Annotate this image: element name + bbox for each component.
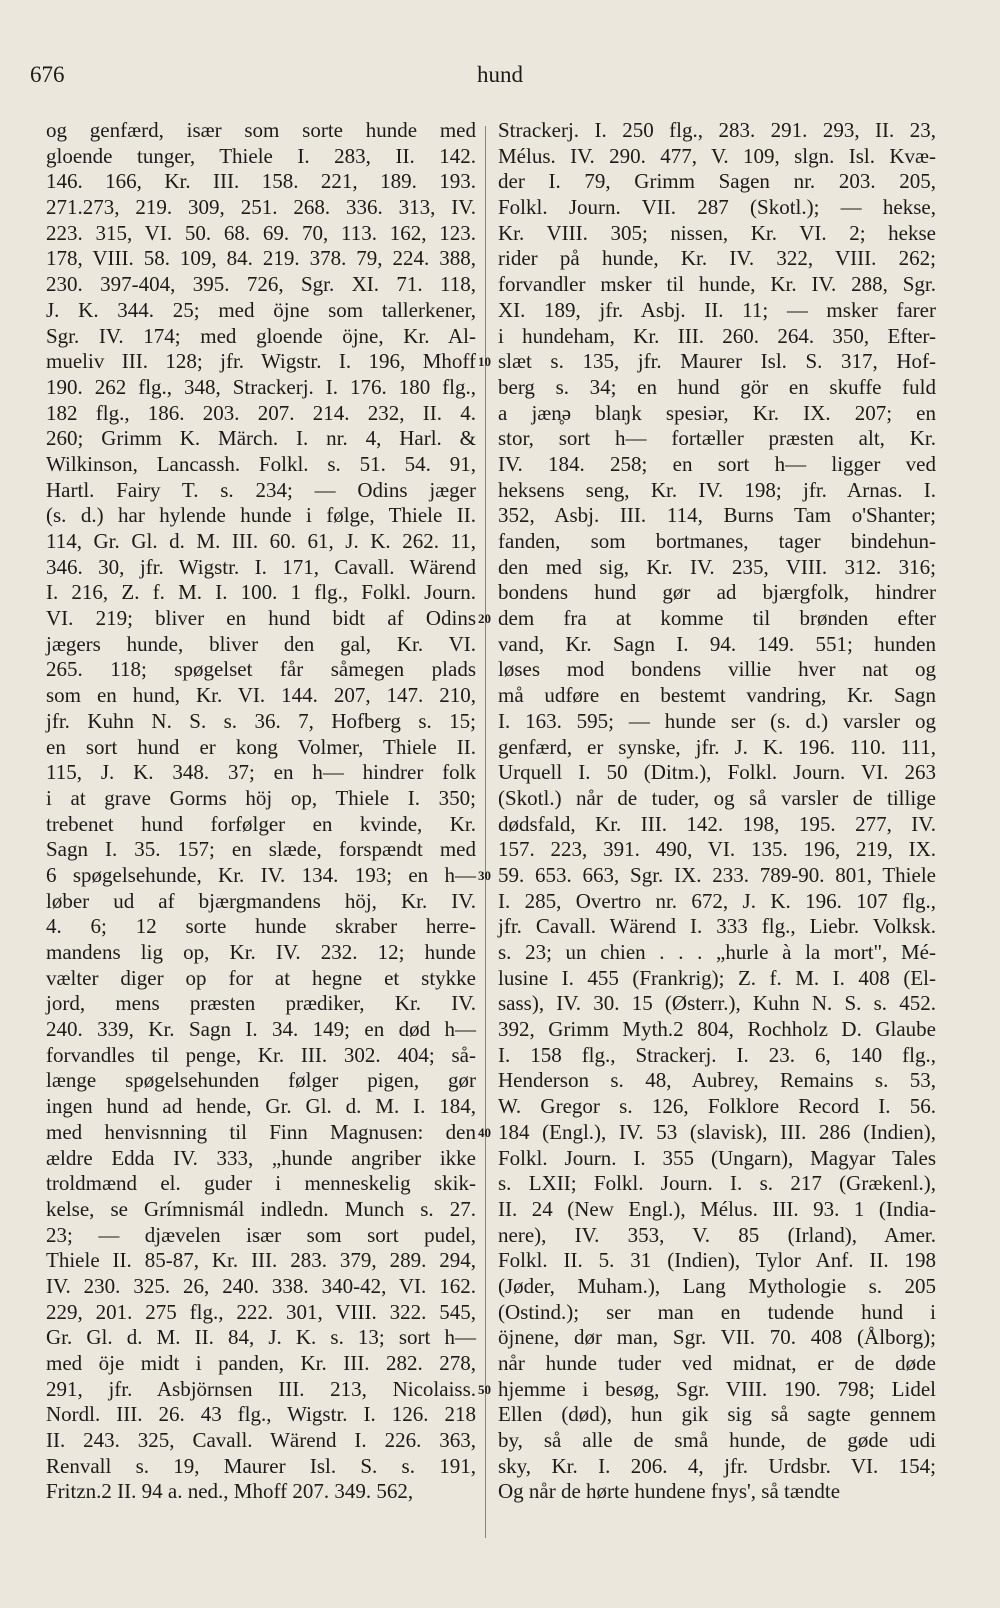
text-line: 346. 30, jfr. Wigstr. I. 171, Cavall. Wärend: [46, 554, 476, 579]
text-line: I. 158 flg., Strackerj. I. 23. 6, 140 flg.,: [498, 1042, 936, 1067]
page-number: 676: [30, 62, 65, 87]
text-line: 392, Grimm Myth.2 804, Rochholz D. Glaube: [498, 1017, 936, 1042]
text-line: 114, Gr. Gl. d. M. III. 60. 61, J. K. 262. 11,: [46, 529, 476, 553]
text-line: 59. 653. 663, Sgr. IX. 233. 789-90. 801, Thiele: [498, 862, 936, 887]
text-line: W. Gregor s. 126, Folklore Record I. 56.: [498, 1094, 936, 1119]
text-line: 223. 315, VI. 50. 68. 69. 70, 113. 162, 123.: [46, 220, 476, 245]
text-line: og genfærd, især som sorte hunde med: [46, 118, 476, 142]
text-line: rider på hunde, Kr. IV. 322, VIII. 262;: [498, 246, 936, 271]
column-rule: [485, 126, 486, 1538]
text-line: Hartl. Fairy T. s. 234; — Odins jæger: [46, 477, 476, 502]
text-line: ældre Edda IV. 333, „hunde angriber ikke: [46, 1145, 476, 1170]
text-line: ingen hund ad hende, Gr. Gl. d. M. I. 184,: [46, 1094, 476, 1119]
text-line: 230. 397-404, 395. 726, Sgr. XI. 71. 118,: [46, 272, 476, 297]
text-line: VI. 219; bliver en hund bidt af Odins: [46, 606, 476, 631]
text-line: i hundeham, Kr. III. 260. 264. 350, Efter-: [498, 323, 936, 348]
text-line: Strackerj. I. 250 flg., 283. 291. 293, II. 23,: [498, 118, 936, 142]
text-line: mandens lig op, Kr. IV. 232. 12; hunde: [46, 940, 476, 964]
text-line: Og når de hørte hundene fnys', så tændte: [498, 1479, 841, 1504]
text-line: 23; — djævelen især som sort pudel,: [46, 1222, 476, 1247]
text-line: (s. d.) har hylende hunde i følge, Thiele II.: [46, 503, 476, 528]
text-line: I. 163. 595; — hunde ser (s. d.) varsler og: [498, 708, 936, 733]
text-line: heksens seng, Kr. IV. 198; jfr. Arnas. I.: [498, 477, 936, 502]
text-line: a jæn̥ə blaŋk spesiər, Kr. IX. 207; en: [498, 400, 936, 425]
text-line: sass), IV. 30. 15 (Østerr.), Kuhn N. S. s. 452.: [498, 991, 936, 1016]
text-line: 352, Asbj. III. 114, Burns Tam o'Shanter;: [498, 503, 936, 528]
left-column: [46, 118, 476, 1505]
text-line: jord, mens præsten prædiker, Kr. IV.: [46, 991, 476, 1016]
text-line: I. 285, Overtro nr. 672, J. K. 196. 107 flg.,: [498, 888, 936, 913]
text-line: vælter diger op for at hegne et stykke: [46, 965, 476, 990]
text-line: 291, jfr. Asbjörnsen III. 213, Nicolaiss.: [46, 1376, 476, 1401]
text-line: berg s. 34; en hund gör en skuffe fuld: [498, 374, 936, 399]
text-line: slæt s. 135, jfr. Maurer Isl. S. 317, Hof-: [498, 349, 936, 374]
text-line: løses mod bondens villie hver nat og: [498, 657, 936, 682]
text-line: dødsfald, Kr. III. 142. 198, 195. 277, IV.: [498, 811, 936, 836]
text-line: vand, Kr. Sagn I. 94. 149. 551; hunden: [498, 631, 936, 656]
line-marker: 10: [478, 354, 491, 369]
text-line: hjemme i besøg, Sgr. VIII. 190. 798; Lidel: [498, 1376, 936, 1401]
text-line: (Ostind.); ser man en tudende hund i: [498, 1299, 936, 1324]
text-line: IV. 184. 258; en sort h— ligger ved: [498, 451, 936, 476]
line-marker: 20: [478, 611, 491, 626]
text-line: Gr. Gl. d. M. II. 84, J. K. s. 13; sort h—: [46, 1325, 476, 1350]
text-line: forvandles til penge, Kr. III. 302. 404; så-: [46, 1042, 476, 1067]
text-line: kelse, se Grímnismál indledn. Munch s. 27.: [46, 1196, 476, 1221]
text-line: stor, sort h— fortæller præsten alt, Kr.: [498, 426, 936, 451]
text-line: Sagn I. 35. 157; en slæde, forspændt med: [46, 837, 476, 862]
running-head: [0, 62, 1000, 92]
text-line: 271.273, 219. 309, 251. 268. 336. 313, IV.: [46, 195, 476, 220]
text-line: gloende tunger, Thiele I. 283, II. 142.: [46, 143, 476, 168]
text-line: J. K. 344. 25; med öjne som tallerkener,: [46, 297, 476, 322]
text-line: s. 23; un chien . . . „hurle à la mort", Mé-: [498, 940, 936, 964]
text-line: 190. 262 flg., 348, Strackerj. I. 176. 180 flg.,: [46, 374, 476, 399]
text-line: IV. 230. 325. 26, 240. 338. 340-42, VI. 162.: [46, 1273, 476, 1298]
text-line: Sgr. IV. 174; med gloende öjne, Kr. Al-: [46, 323, 476, 348]
text-line: I. 216, Z. f. M. I. 100. 1 flg., Folkl. Journ.: [46, 580, 476, 605]
text-line: öjnene, dør man, Sgr. VII. 70. 408 (Ålborg);: [498, 1325, 936, 1350]
text-line: jfr. Kuhn N. S. s. 36. 7, Hofberg s. 15;: [46, 708, 476, 733]
headword: hund: [477, 62, 523, 87]
text-line: der I. 79, Grimm Sagen nr. 203. 205,: [498, 169, 936, 194]
text-line: 184 (Engl.), IV. 53 (slavisk), III. 286 (Indien),: [498, 1119, 936, 1144]
text-line: må udføre en bestemt vandring, Kr. Sagn: [498, 683, 936, 708]
text-line: (Jøder, Muham.), Lang Mythologie s. 205: [498, 1273, 936, 1298]
text-line: når hunde tuder ved midnat, er de døde: [498, 1351, 936, 1375]
text-line: 115, J. K. 348. 37; en h— hindrer folk: [46, 760, 476, 785]
text-line: (Skotl.) når de tuder, og så varsler de tillige: [498, 785, 936, 810]
line-marker: 40: [478, 1125, 491, 1140]
text-line: by, så alle de små hunde, de gøde udi: [498, 1428, 936, 1453]
text-line: s. LXII; Folkl. Journ. I. s. 217 (Grækenl.),: [498, 1171, 936, 1196]
right-column: [498, 118, 936, 1505]
text-line: Renvall s. 19, Maurer Isl. S. s. 191,: [46, 1453, 476, 1478]
text-line: nere), IV. 353, V. 85 (Irland), Amer.: [498, 1222, 936, 1247]
text-line: Urquell I. 50 (Ditm.), Folkl. Journ. VI. 263: [498, 760, 936, 785]
text-line: fanden, som bortmanes, tager bindehun-: [498, 529, 936, 553]
text-line: bondens hund gør ad bjærgfolk, hindrer: [498, 580, 936, 605]
text-line: forvandler msker til hunde, Kr. IV. 288, Sgr.: [498, 272, 936, 297]
text-line: Kr. VIII. 305; nissen, Kr. VI. 2; hekse: [498, 220, 936, 245]
text-line: 240. 339, Kr. Sagn I. 34. 149; en død h—: [46, 1017, 476, 1042]
text-line: 260; Grimm K. Märch. I. nr. 4, Harl. &: [46, 426, 476, 451]
text-line: som en hund, Kr. VI. 144. 207, 147. 210,: [46, 683, 476, 708]
text-line: Folkl. Journ. I. 355 (Ungarn), Magyar Tales: [498, 1145, 936, 1170]
text-line: længe spøgelsehunden følger pigen, gør: [46, 1068, 476, 1093]
text-line: Wilkinson, Lancassh. Folkl. s. 51. 54. 91,: [46, 451, 476, 476]
text-line: jægers hunde, bliver den gal, Kr. VI.: [46, 631, 476, 656]
text-line: Mélus. IV. 290. 477, V. 109, slgn. Isl. Kvæ-: [498, 143, 936, 168]
text-line: jfr. Cavall. Wärend I. 333 flg., Liebr. Volksk.: [498, 914, 936, 939]
text-line: i at grave Gorms höj op, Thiele I. 350;: [46, 785, 476, 810]
text-line: 6 spøgelsehunde, Kr. IV. 134. 193; en h—: [46, 862, 476, 887]
text-line: trebenet hund forfølger en kvinde, Kr.: [46, 811, 476, 836]
text-line: troldmænd el. guder i menneskelig skik-: [46, 1171, 476, 1196]
text-line: sky, Kr. I. 206. 4, jfr. Urdsbr. VI. 154;: [498, 1453, 936, 1478]
text-line: med öje midt i panden, Kr. III. 282. 278,: [46, 1351, 476, 1375]
text-line: 265. 118; spøgelset får såmegen plads: [46, 657, 476, 682]
text-line: Thiele II. 85-87, Kr. III. 283. 379, 289. 294,: [46, 1248, 476, 1273]
text-line: dem fra at komme til brønden efter: [498, 606, 936, 631]
text-line: Folkl. Journ. VII. 287 (Skotl.); — hekse,: [498, 195, 936, 220]
text-line: II. 243. 325, Cavall. Wärend I. 226. 363,: [46, 1428, 476, 1453]
text-line: 182 flg., 186. 203. 207. 214. 232, II. 4.: [46, 400, 476, 425]
text-line: en sort hund er kong Volmer, Thiele II.: [46, 734, 476, 759]
text-line: 178, VIII. 58. 109, 84. 219. 378. 79, 224. 388,: [46, 246, 476, 271]
text-line: II. 24 (New Engl.), Mélus. III. 93. 1 (India-: [498, 1196, 936, 1221]
line-marker: 30: [478, 868, 491, 883]
text-line: XI. 189, jfr. Asbj. II. 11; — msker farer: [498, 297, 936, 322]
text-line: med henvisnning til Finn Magnusen: den: [46, 1119, 476, 1144]
text-line: lusine I. 455 (Frankrig); Z. f. M. I. 408 (El-: [498, 965, 936, 990]
text-line: mueliv III. 128; jfr. Wigstr. I. 196, Mhoff: [46, 349, 476, 374]
text-line: 229, 201. 275 flg., 222. 301, VIII. 322. 545,: [46, 1299, 476, 1324]
text-line: 4. 6; 12 sorte hunde skraber herre-: [46, 914, 476, 939]
text-line: genfærd, er synske, jfr. J. K. 196. 110. 111,: [498, 734, 936, 759]
text-line: 146. 166, Kr. III. 158. 221, 189. 193.: [46, 169, 476, 194]
text-line: Nordl. III. 26. 43 flg., Wigstr. I. 126. 218: [46, 1402, 476, 1427]
text-line: Fritzn.2 II. 94 a. ned., Mhoff 207. 349. 562,: [46, 1479, 414, 1504]
text-line: Henderson s. 48, Aubrey, Remains s. 53,: [498, 1068, 936, 1093]
text-line: Folkl. II. 5. 31 (Indien), Tylor Anf. II. 198: [498, 1248, 936, 1273]
text-line: 157. 223, 391. 490, VI. 135. 196, 219, IX.: [498, 837, 936, 862]
text-line: Ellen (død), hun gik sig så sagte gennem: [498, 1402, 936, 1427]
line-marker: 50: [478, 1382, 491, 1397]
text-line: den med sig, Kr. IV. 235, VIII. 312. 316;: [498, 554, 936, 579]
text-line: løber ud af bjærgmandens höj, Kr. IV.: [46, 888, 476, 913]
